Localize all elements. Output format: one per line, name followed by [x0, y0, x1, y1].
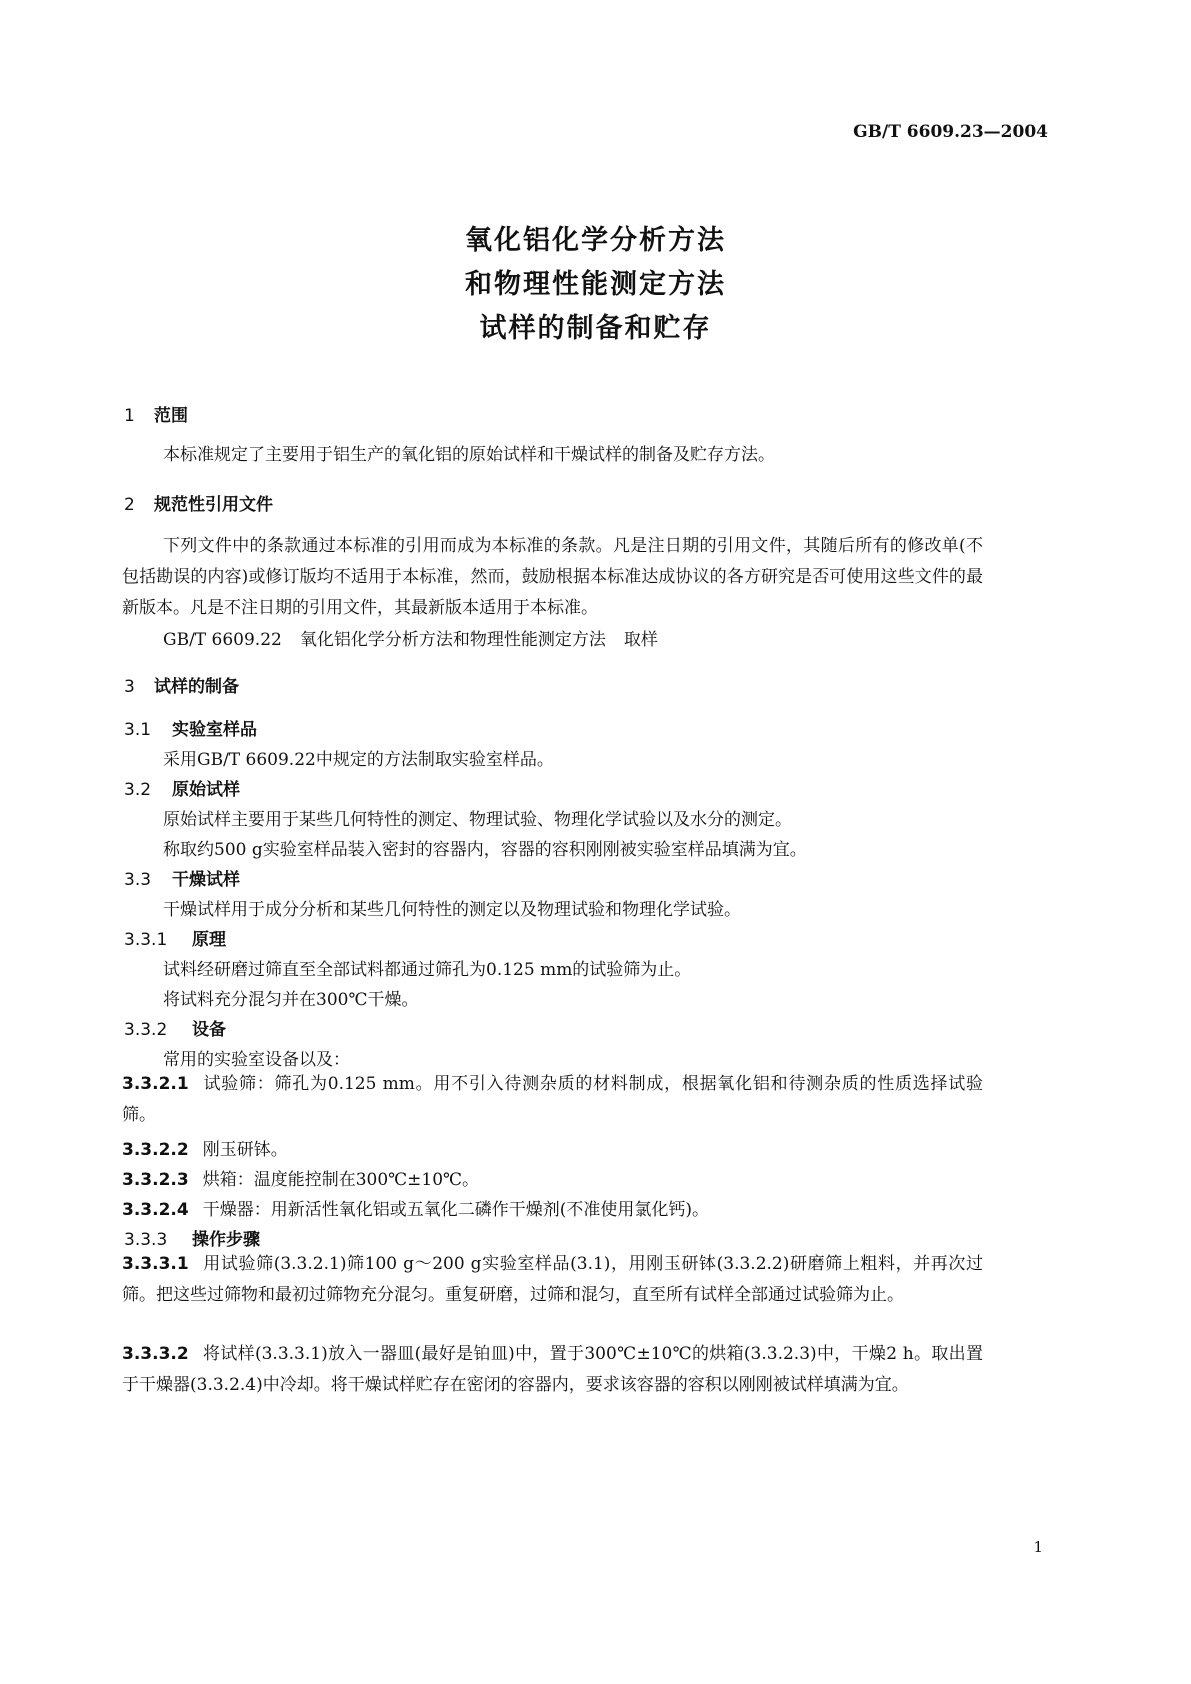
clause-number: 3.3.2.4	[122, 1200, 189, 1220]
section-number: 1	[124, 406, 135, 426]
section-1-heading	[124, 401, 188, 426]
section-3-3-text: 干燥试样用于成分分析和某些几何特性的测定以及物理试验和物理化学试验。	[163, 900, 741, 920]
clause-number: 3.3.2.1	[122, 1074, 189, 1094]
clause-text: 刚玉研钵。	[202, 1140, 288, 1160]
section-number: 3.3	[124, 870, 152, 890]
clause-text: 用试验筛(3.3.2.1)筛100 g～200 g实验室样品(3.1)，用刚玉研钵(3.3.2.2)研磨筛上粗料，并再次过筛。把这些过筛物和最初过筛物充分混匀。重复研磨，过筛和混匀，直至所有试样全部通过试验筛为止。	[122, 1254, 983, 1305]
normative-reference	[163, 625, 658, 650]
section-3-heading	[124, 672, 239, 697]
clause-3-3-2-3	[122, 1165, 479, 1190]
section-3-2-text-1: 原始试样主要用于某些几何特性的测定、物理试验、物理化学试验以及水分的测定。	[163, 810, 792, 830]
section-3-1-text: 采用GB/T 6609.22中规定的方法制取实验室样品。	[163, 750, 554, 770]
section-title: 干燥试样	[172, 870, 240, 890]
clause-number: 3.3.2.3	[122, 1170, 189, 1190]
clause-number: 3.3.2.2	[122, 1140, 189, 1160]
section-title: 原始试样	[172, 780, 240, 800]
section-3-3-heading	[124, 865, 240, 890]
reference-title: 氧化铝化学分析方法和物理性能测定方法	[299, 630, 606, 650]
section-number: 3.3.2	[124, 1020, 168, 1040]
clause-number: 3.3.3.2	[122, 1344, 189, 1364]
clause-text: 将试样(3.3.3.1)放入一器皿(最好是铂皿)中，置于300℃±10℃的烘箱(3.3.2.3)中，干燥2 h。取出置于干燥器(3.3.2.4)中冷却。将干燥试样贮存在密闭的容器内，要求该容器的容积以刚刚被试样填满为宜。	[122, 1344, 983, 1395]
section-3-2-text-2: 称取约500 g实验室样品装入密封的容器内，容器的容积刚刚被实验室样品填满为宜。	[163, 840, 807, 860]
standard-code: GB/T 6609.23—2004	[853, 122, 1048, 142]
section-3-3-1-heading	[124, 925, 226, 950]
section-3-2-heading	[124, 775, 240, 800]
section-2-heading	[124, 490, 273, 515]
section-number: 3.2	[124, 780, 152, 800]
clause-3-3-3-2	[122, 1339, 983, 1401]
section-3-3-1-text-1: 试料经研磨过筛直至全部试料都通过筛孔为0.125 mm的试验筛为止。	[163, 960, 692, 980]
section-1-text: 本标准规定了主要用于铝生产的氧化铝的原始试样和干燥试样的制备及贮存方法。	[163, 445, 775, 465]
clause-3-3-2-1	[122, 1069, 983, 1131]
section-title: 操作步骤	[192, 1230, 260, 1250]
section-number: 3	[124, 677, 135, 697]
section-number: 3.3.3	[124, 1230, 168, 1250]
page-number: 1	[1033, 1538, 1043, 1556]
section-title: 原理	[192, 930, 226, 950]
section-title: 试样的制备	[154, 677, 239, 697]
title-line-3: 试样的制备和贮存	[479, 313, 712, 344]
section-title: 实验室样品	[172, 720, 257, 740]
reference-code: GB/T 6609.22	[163, 630, 282, 650]
section-number: 3.1	[124, 720, 152, 740]
clause-number: 3.3.3.1	[122, 1254, 189, 1274]
section-3-3-2-text: 常用的实验室设备以及：	[163, 1050, 350, 1070]
clause-text: 烘箱：温度能控制在300℃±10℃。	[202, 1170, 480, 1190]
title-line-1: 氧化铝化学分析方法	[465, 225, 726, 256]
clause-3-3-2-4	[122, 1195, 709, 1220]
section-3-3-3-heading	[124, 1225, 260, 1250]
section-title: 设备	[192, 1020, 226, 1040]
clause-text: 干燥器：用新活性氧化铝或五氧化二磷作干燥剂(不准使用氯化钙)。	[202, 1200, 709, 1220]
section-number: 3.3.1	[124, 930, 168, 950]
section-2-text: 下列文件中的条款通过本标准的引用而成为本标准的条款。凡是注日期的引用文件，其随后所有的修改单(不包括勘误的内容)或修订版均不适用于本标准，然而，鼓励根据本标准达成协议的各方研究是否可使用这些文件的最新版本。凡是不注日期的引用文件，其最新版本适用于本标准。	[122, 536, 983, 618]
section-title: 范围	[154, 406, 188, 426]
reference-part: 取样	[623, 630, 658, 650]
title-line-2: 和物理性能测定方法	[465, 269, 726, 300]
clause-3-3-2-2	[122, 1135, 288, 1160]
section-number: 2	[124, 495, 135, 515]
clause-text: 试验筛：筛孔为0.125 mm。用不引入待测杂质的材料制成，根据氧化铝和待测杂质的性质选择试验筛。	[122, 1074, 983, 1125]
section-3-3-1-text-2: 将试料充分混匀并在300℃干燥。	[163, 990, 419, 1010]
section-title: 规范性引用文件	[154, 495, 273, 515]
clause-3-3-3-1	[122, 1249, 983, 1311]
section-3-1-heading	[124, 715, 257, 740]
section-3-3-2-heading	[124, 1015, 226, 1040]
